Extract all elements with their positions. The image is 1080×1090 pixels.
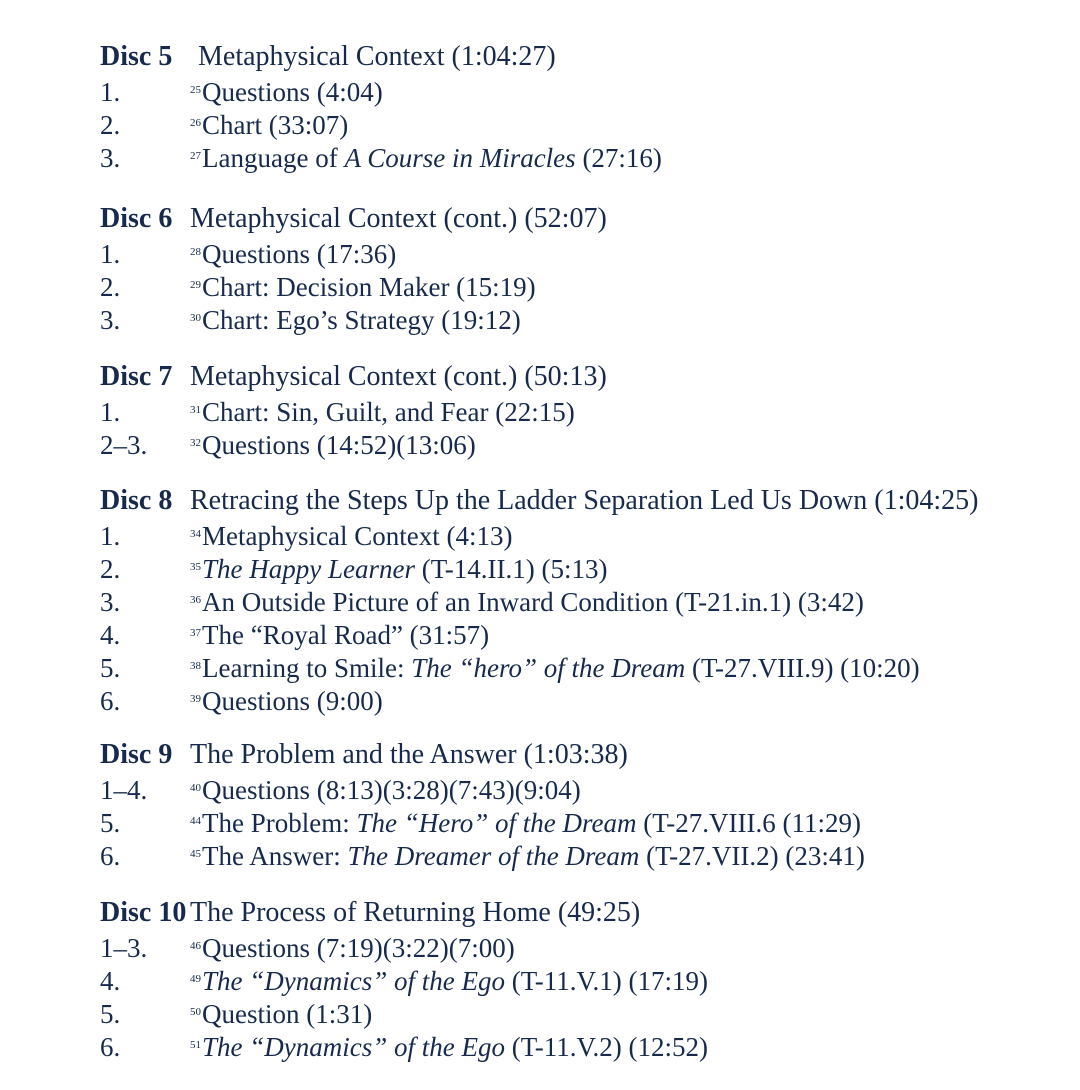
footnote-number: 50 [190,1006,201,1018]
track-title-text: Chart (33:07) [202,110,349,140]
track-title-text: (T-27.VIII.9) (10:20) [685,653,920,683]
track-number: 2. [100,110,121,140]
track-title [190,428,476,462]
track-number: 6. [100,1032,121,1062]
footnote-number: 38 [190,660,201,672]
track-number: 5. [100,999,121,1029]
track-title-text: An Outside Picture of an Inward Condition (T-21.in.1) (3:42) [202,587,864,617]
track-number: 3. [100,305,121,335]
track-title-text: Chart: Ego’s Strategy (19:12) [202,305,521,335]
track-title-text: Chart: Decision Maker (15:19) [202,272,536,302]
track-title-text: (T-27.VIII.6 (11:29) [636,808,861,838]
track-title-text: (27:16) [575,143,662,173]
track-title-text: Questions (14:52)(13:06) [202,430,476,460]
footnote-number: 34 [190,528,201,540]
track-title [190,997,372,1031]
track-title-text: The Problem: [202,808,357,838]
track-title-text: (T-11.V.1) (17:19) [505,966,708,996]
track-number: 4. [100,966,121,996]
footnote-number: 46 [190,940,201,952]
track-title [190,552,607,586]
track-title [190,237,396,271]
track-number: 2. [100,272,121,302]
track-number: 3. [100,143,121,173]
footnote-number: 51 [190,1039,201,1051]
disc-label: Disc 6 [100,203,173,234]
footnote-number: 37 [190,627,201,639]
footnote-number: 49 [190,973,201,985]
track-title-italic: The “Dynamics” of the Ego [202,966,505,996]
disc-title: The Process of Returning Home (49:25) [190,897,641,928]
footnote-number: 28 [190,246,201,258]
track-title-text: Learning to Smile: [202,653,412,683]
track-number: 5. [100,653,121,683]
track-number: 1. [100,77,121,107]
track-number: 1. [100,397,121,427]
footnote-number: 36 [190,594,201,606]
track-title [190,684,383,718]
disc-label: Disc 8 [100,485,173,516]
footnote-number: 32 [190,437,201,449]
disc-label: Disc 7 [100,361,173,392]
track-title-italic: The Dreamer of the Dream [347,841,640,871]
track-title [190,1030,708,1064]
track-title-text: (T-14.II.1) (5:13) [414,554,608,584]
track-title [190,519,512,553]
footnote-number: 26 [190,117,201,129]
track-title-italic: A Course in Miracles [344,143,576,173]
footnote-number: 44 [190,815,201,827]
track-number: 6. [100,841,121,871]
footnote-number: 40 [190,782,201,794]
track-number: 6. [100,686,121,716]
track-title-text: Questions (8:13)(3:28)(7:43)(9:04) [202,775,581,805]
track-title-text: Language of [202,143,345,173]
footnote-number: 45 [190,848,201,860]
footnote-number: 25 [190,84,201,96]
disc-title: Metaphysical Context (cont.) (52:07) [190,203,607,234]
track-number: 5. [100,808,121,838]
track-title [190,839,865,873]
footnote-number: 29 [190,279,201,291]
disc-title: Metaphysical Context (cont.) (50:13) [190,361,607,392]
track-title-text: Metaphysical Context (4:13) [202,521,513,551]
track-title-text: The Answer: [202,841,348,871]
track-title [190,931,515,965]
track-title-text: Question (1:31) [202,999,373,1029]
track-title-italic: The Happy Learner [202,554,415,584]
track-number: 1–4. [100,775,148,805]
track-title-italic: The “hero” of the Dream [411,653,686,683]
track-title [190,964,708,998]
track-number: 3. [100,587,121,617]
disc-title: The Problem and the Answer (1:03:38) [190,739,628,770]
track-title-text: (T-11.V.2) (12:52) [505,1032,708,1062]
track-title [190,395,575,429]
track-title [190,75,383,109]
track-title [190,618,489,652]
track-title-text: Questions (4:04) [202,77,383,107]
track-number: 1. [100,239,121,269]
disc-label: Disc 10 [100,897,187,928]
track-title-text: Questions (17:36) [202,239,397,269]
track-title-italic: The “Hero” of the Dream [356,808,637,838]
track-title-text: (T-27.VII.2) (23:41) [639,841,865,871]
footnote-number: 30 [190,312,201,324]
disc-title: Retracing the Steps Up the Ladder Separation Led Us Down (1:04:25) [190,485,979,516]
track-title [190,773,581,807]
track-number: 2–3. [100,430,148,460]
track-number: 2. [100,554,121,584]
track-title [190,806,861,840]
track-title [190,303,521,337]
footnote-number: 39 [190,693,201,705]
track-title-italic: The “Dynamics” of the Ego [202,1032,505,1062]
footnote-number: 35 [190,561,201,573]
track-title-text: The “Royal Road” (31:57) [202,620,490,650]
footnote-number: 31 [190,404,201,416]
track-title [190,141,662,175]
track-title [190,585,864,619]
track-title [190,108,348,142]
disc-title: Metaphysical Context (1:04:27) [198,41,556,72]
track-title-text: Questions (9:00) [202,686,383,716]
footnote-number: 27 [190,150,201,162]
track-title-text: Chart: Sin, Guilt, and Fear (22:15) [202,397,575,427]
disc-label: Disc 5 [100,41,173,72]
track-title [190,270,536,304]
track-number: 1–3. [100,933,148,963]
track-number: 4. [100,620,121,650]
track-title-text: Questions (7:19)(3:22)(7:00) [202,933,515,963]
track-title [190,651,920,685]
disc-label: Disc 9 [100,739,173,770]
track-number: 1. [100,521,121,551]
